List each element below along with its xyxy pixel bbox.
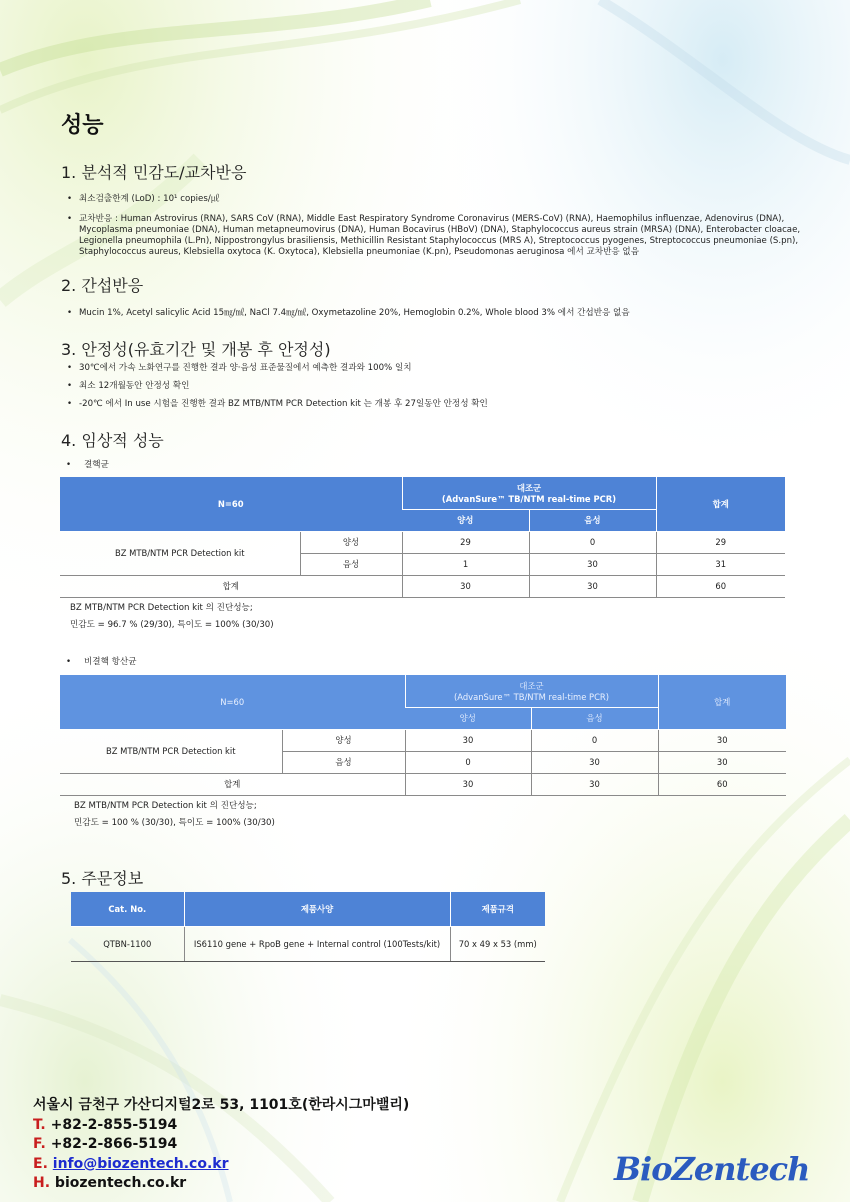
cell-value: 30	[405, 773, 531, 795]
homepage-line: H. biozentech.co.kr	[33, 1175, 187, 1191]
total-header: 합계	[656, 477, 785, 531]
cat-no-header: Cat. No.	[71, 892, 184, 926]
total-label: 합계	[60, 773, 405, 795]
order-info-table	[71, 892, 545, 962]
cell-value: 1	[402, 553, 529, 575]
n-label: N=60	[60, 477, 402, 531]
row-label: 양성	[300, 531, 402, 553]
size-value: 70 x 49 x 53 (mm)	[450, 926, 545, 961]
section-4-number: 4.	[61, 431, 77, 450]
section-5-number: 5.	[61, 869, 77, 888]
negative-header: 음성	[531, 707, 658, 729]
cell-value: 60	[658, 773, 786, 795]
email-line: E. info@biozentech.co.kr	[33, 1155, 229, 1172]
row-label: 양성	[282, 729, 405, 751]
interference-item: • Mucin 1%, Acetyl salicylic Acid 15㎎/㎖, NaCl 7.4㎎/㎖, Oxymetazoline 20%, Hemoglobin 0.2%, Whole blood 3% 에서 간섭반응 없음	[63, 308, 803, 319]
section-3-heading	[61, 337, 331, 360]
n-label: N=60	[60, 675, 405, 729]
spec-header: 제품사양	[184, 892, 450, 926]
clinical-table-ntm	[60, 675, 786, 796]
kit-label: BZ MTB/NTM PCR Detection kit	[60, 531, 300, 575]
cell-value: 0	[405, 751, 531, 773]
address: 서울시 금천구 가산디지털2로 53, 1101호(한라시그마밸리)	[33, 1097, 410, 1113]
section-5-title: 주문정보	[81, 869, 144, 888]
section-3-number: 3.	[61, 340, 77, 359]
clinical-table-mtb	[60, 477, 785, 598]
total-header: 합계	[658, 675, 786, 729]
phone-line: T. +82-2-855-5194	[33, 1116, 178, 1133]
table-1-note: BZ MTB/NTM PCR Detection kit 의 진단성능; 민감도 = 96.7 % (29/30), 특이도 = 100% (30/30)	[70, 603, 274, 630]
table-2-note: BZ MTB/NTM PCR Detection kit 의 진단성능; 민감도 = 100 % (30/30), 특이도 = 100% (30/30)	[74, 801, 275, 828]
section-1-list	[63, 194, 803, 265]
lod-item: • 최소검출한계 (LoD) : 10¹ copies/㎕	[63, 194, 803, 205]
stability-item-2: • 최소 12개월동안 안정성 확인	[63, 381, 803, 392]
kit-label: BZ MTB/NTM PCR Detection kit	[60, 729, 282, 773]
cell-value: 30	[658, 729, 786, 751]
reference-header: 대조군 (AdvanSure™ TB/NTM real-time PCR)	[402, 477, 656, 509]
section-3-title: 안정성(유효기간 및 개봉 후 안정성)	[81, 340, 331, 359]
table-1-subtitle: • 결핵균	[66, 460, 109, 470]
row-label: 음성	[282, 751, 405, 773]
cell-value: 31	[656, 553, 785, 575]
table-total-row	[60, 773, 786, 795]
cat-no-value: QTBN-1100	[71, 926, 184, 961]
section-2-number: 2.	[61, 276, 77, 295]
section-2-heading	[61, 273, 143, 296]
section-5-heading	[61, 866, 143, 889]
cell-value: 30	[529, 553, 656, 575]
contact-footer	[33, 1096, 409, 1194]
fax-line: F. +82-2-866-5194	[33, 1136, 178, 1152]
negative-header: 음성	[529, 509, 656, 531]
cross-reactivity-item: • 교차반응 : Human Astrovirus (RNA), SARS CoV (RNA), Middle East Respiratory Syndrome Coronavirus (MERS-CoV) (RNA), Haemophilus influenzae, Adenovirus (DNA), Mycoplasma pneumoniae (DNA), Human metapneumovirus (DNA), Human Bocavirus (HBoV) (DNA), Staphylococcus aureus strain (MRSA) (DNA), Enterobacter cloacae, Legionella pneumophila (L.Pn), Nippostrongylus brasiliensis, Methicillin Resistant Staphylococcus (MRS A), Streptococcus pyogenes, Streptococcus pneumoniae (S.pn), Staphylococcus aureus, Klebsiella oxytoca (K. Oxytoca), Klebsiella pneumoniae (K.pn), Pseudomonas aeruginosa 에서 교차반응 없음	[63, 214, 803, 258]
cell-value: 0	[531, 729, 658, 751]
cell-value: 30	[529, 575, 656, 597]
positive-header: 양성	[405, 707, 531, 729]
table-row	[71, 926, 545, 961]
positive-header: 양성	[402, 509, 529, 531]
spec-value: IS6110 gene + RpoB gene + Internal control (100Tests/kit)	[184, 926, 450, 961]
row-label: 음성	[300, 553, 402, 575]
cell-value: 29	[402, 531, 529, 553]
table-row	[60, 531, 785, 553]
cell-value: 0	[529, 531, 656, 553]
biozentech-logo: BioZentech	[614, 1150, 810, 1188]
section-4-heading	[61, 428, 164, 451]
email-link[interactable]: info@biozentech.co.kr	[52, 1155, 229, 1172]
section-4-title: 임상적 성능	[81, 431, 164, 450]
size-header: 제품규격	[450, 892, 545, 926]
phone-number: +82-2-855-5194	[50, 1116, 178, 1133]
section-2-title: 간섭반응	[81, 276, 144, 295]
section-1-title: 분석적 민감도/교차반응	[81, 163, 247, 182]
table-total-row	[60, 575, 785, 597]
cell-value: 30	[658, 751, 786, 773]
fax-number: +82-2-866-5194	[50, 1136, 178, 1152]
section-1-heading	[61, 160, 246, 183]
reference-header: 대조군 (AdvanSure™ TB/NTM real-time PCR)	[405, 675, 658, 707]
section-2-list	[63, 308, 803, 326]
section-3-list	[63, 363, 803, 417]
cell-value: 30	[405, 729, 531, 751]
homepage-link[interactable]: biozentech.co.kr	[54, 1175, 187, 1191]
section-1-number: 1.	[61, 163, 77, 182]
total-label: 합계	[60, 575, 402, 597]
cell-value: 30	[531, 751, 658, 773]
cell-value: 29	[656, 531, 785, 553]
page-title: 성능	[61, 113, 104, 138]
stability-item-3: • -20℃ 에서 In use 시험을 진행한 결과 BZ MTB/NTM PCR Detection kit 는 개봉 후 27일동안 안정성 확인	[63, 399, 803, 410]
cell-value: 30	[402, 575, 529, 597]
table-row	[60, 729, 786, 751]
cell-value: 30	[531, 773, 658, 795]
stability-item-1: • 30℃에서 가속 노화연구를 진행한 결과 양·음성 표준물질에서 예측한 결과와 100% 일치	[63, 363, 803, 374]
cell-value: 60	[656, 575, 785, 597]
table-2-subtitle: • 비결핵 항산균	[66, 657, 137, 667]
